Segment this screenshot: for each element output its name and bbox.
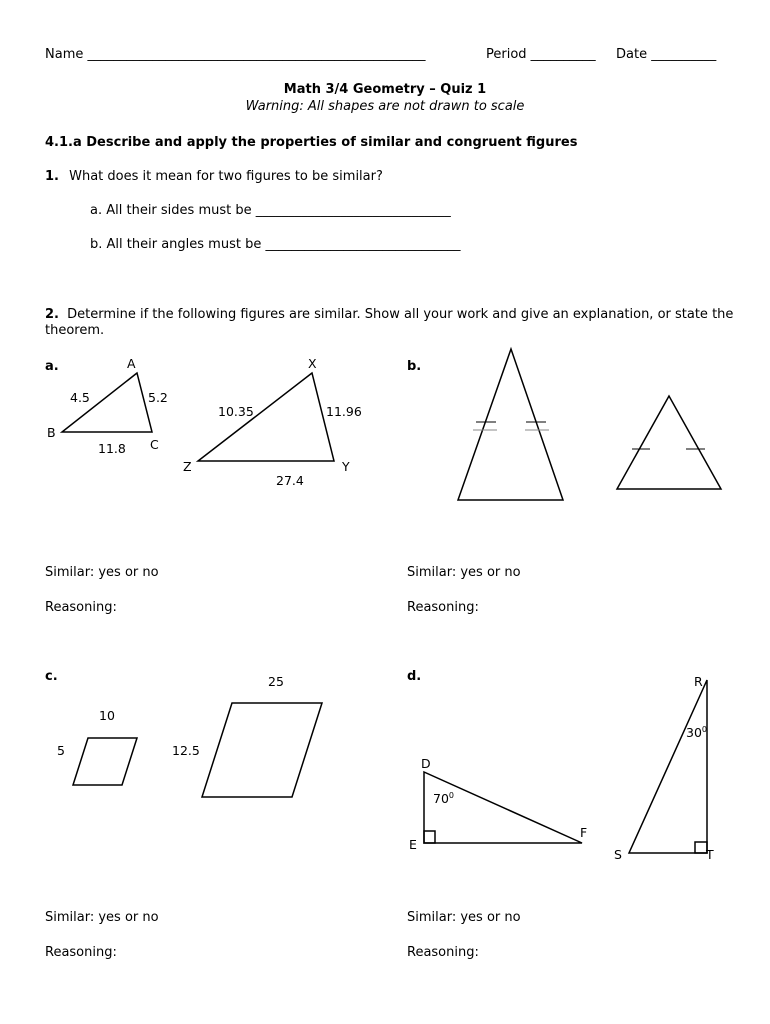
vertex-label-b: B <box>47 425 56 440</box>
parallelogram-small-top-length: 10 <box>99 708 115 723</box>
name-field-label: Name ____________________________________________________ <box>45 47 426 62</box>
question-number: 2. <box>45 307 59 322</box>
parallelogram-large-side-length: 12.5 <box>172 743 200 758</box>
part-b-label: b. <box>407 359 422 374</box>
question-number: 1. <box>45 169 59 184</box>
vertex-label-y: Y <box>342 459 350 474</box>
isosceles-triangle-tall-shape <box>458 349 563 500</box>
reasoning-label-a: Reasoning: <box>45 600 117 615</box>
vertex-label-s: S <box>614 847 622 862</box>
similar-answer-a: Similar: yes or no <box>45 565 159 580</box>
vertex-label-c: C <box>150 437 159 452</box>
parallelogram-small <box>73 738 137 785</box>
part-c-label: c. <box>45 669 58 684</box>
parallelogram-large-top-length: 25 <box>268 674 284 689</box>
similar-answer-d: Similar: yes or no <box>407 910 521 925</box>
vertex-label-f: F <box>580 825 588 840</box>
standard-heading: 4.1.a Describe and apply the properties of similar and congruent figures <box>45 135 578 150</box>
right-triangle-def <box>424 772 582 843</box>
side-length-zy: 27.4 <box>276 473 304 488</box>
side-length-xy: 11.96 <box>326 404 362 419</box>
vertex-label-e: E <box>409 837 417 852</box>
angle-label-r: $30^0$ <box>686 725 707 740</box>
scale-warning: Warning: All shapes are not drawn to scale <box>245 99 525 114</box>
angle-label-d: $70^0$ <box>433 791 454 806</box>
right-triangle-def-shape <box>424 772 582 843</box>
reasoning-label-d: Reasoning: <box>407 945 479 960</box>
similar-answer-c: Similar: yes or no <box>45 910 159 925</box>
side-length-bc: 11.8 <box>98 441 126 456</box>
parallelogram-small-side-length: 5 <box>57 743 65 758</box>
isosceles-triangle-short-shape <box>617 396 721 489</box>
side-length-ab: 4.5 <box>70 390 90 405</box>
right-angle-marker-e <box>424 831 435 843</box>
question-1a: a. All their sides must be ______________________________ <box>90 203 451 218</box>
quiz-title: Math 3/4 Geometry – Quiz 1 <box>283 82 487 97</box>
reasoning-label-b: Reasoning: <box>407 600 479 615</box>
period-field-label: Period __________ <box>486 47 596 62</box>
vertex-label-d: D <box>421 756 431 771</box>
isosceles-triangle-tall <box>458 349 563 500</box>
vertex-label-x: X <box>308 356 317 371</box>
date-field-label: Date __________ <box>616 47 717 62</box>
reasoning-label-c: Reasoning: <box>45 945 117 960</box>
isosceles-triangle-short <box>617 396 721 489</box>
vertex-label-r: R <box>694 674 703 689</box>
parallelogram-small-shape <box>73 738 137 785</box>
similar-answer-b: Similar: yes or no <box>407 565 521 580</box>
side-length-ac: 5.2 <box>148 390 168 405</box>
part-d-label: d. <box>407 669 422 684</box>
question-prompt: What does it mean for two figures to be similar? <box>69 169 383 184</box>
part-a-label: a. <box>45 359 59 374</box>
right-triangle-rst <box>629 680 707 853</box>
parallelogram-large-shape <box>202 703 322 797</box>
side-length-xz: 10.35 <box>218 404 254 419</box>
question-1b: b. All their angles must be ______________________________ <box>90 237 461 252</box>
question-prompt-continued: theorem. <box>45 323 105 338</box>
parallelogram-large <box>202 703 322 797</box>
vertex-label-a: A <box>127 356 136 371</box>
question-prompt: Determine if the following figures are similar. Show all your work and give an explanation, or state the <box>67 307 734 322</box>
vertex-label-t: T <box>706 847 714 862</box>
right-triangle-rst-shape <box>629 680 707 853</box>
vertex-label-z: Z <box>183 459 192 474</box>
